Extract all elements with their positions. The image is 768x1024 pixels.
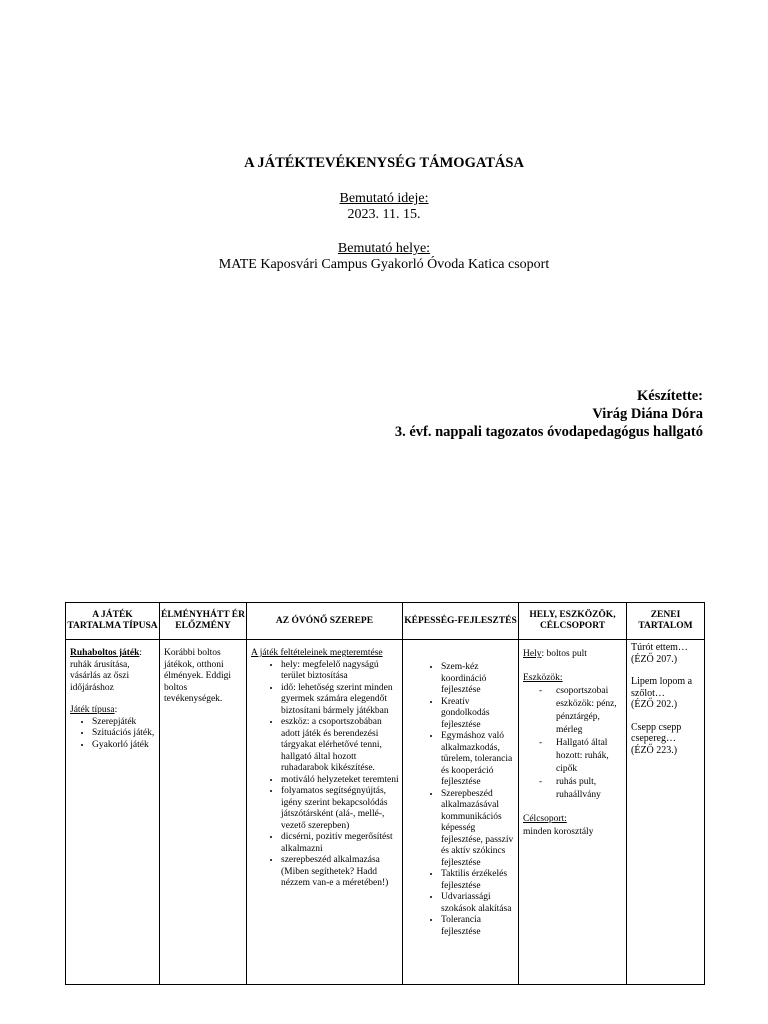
list-item: - csoportszobai eszközök: pénz, pénztárgép, mérleg <box>539 685 623 737</box>
page-title: A JÁTÉKTEVÉKENYSÉG TÁMOGATÁSA <box>244 155 524 171</box>
header-game-content: A JÁTÉK TARTALMA TÍPUSA <box>66 603 160 640</box>
teacher-role-list <box>251 660 399 890</box>
place-line <box>523 648 623 661</box>
place-label: Bemutató helye: <box>337 241 431 256</box>
teacher-role-heading: A játék feltételeinek megteremtése <box>251 648 383 658</box>
tools-list <box>523 685 623 802</box>
list-item: • Taktilis érzékelés fejlesztése <box>441 869 515 892</box>
game-description <box>70 648 156 694</box>
tools-label: Eszközök: <box>523 673 563 683</box>
date-block <box>0 191 768 223</box>
list-item: - Hallgató által hozott: ruhák, cipők <box>539 737 623 776</box>
list-item: • folyamatos segítségnyújtás, igény szerint bekapcsolódás játszótársként (alá-, mellé-, vezető szerepben) <box>281 786 399 832</box>
header-experience: ÉLMÉNYHÁTT ÉR ELŐZMÉNY <box>160 603 247 640</box>
list-item: • dicsérni, pozitív megerősítést alkalmazni <box>281 832 399 855</box>
header-skill-development: KÉPESSÉG-FEJLESZTÉS <box>403 603 519 640</box>
author-label: Készítette: <box>636 388 703 404</box>
cell-skill-development <box>403 640 519 985</box>
cell-place-tools <box>519 640 627 985</box>
list-item: • Udvariassági szokások alakítása <box>441 892 515 915</box>
place-label-cell: Hely <box>523 649 542 659</box>
author-block <box>395 387 703 441</box>
place-value: MATE Kaposvári Campus Gyakorló Óvoda Katica csoport <box>218 257 550 272</box>
plan-table <box>65 602 705 985</box>
header-music: ZENEI TARTALOM <box>627 603 705 640</box>
target-value: minden korosztály <box>523 827 594 837</box>
target-label: Célcsoport: <box>523 814 567 824</box>
date-value: 2023. 11. 15. <box>347 207 421 222</box>
cell-teacher-role <box>247 640 403 985</box>
header-place-tools: HELY, ESZKÖZÖK, CÉLCSOPORT <box>519 603 627 640</box>
list-item: • Gyakorló játék <box>92 740 156 752</box>
list-item: • Kreatív gondolkodás fejlesztése <box>441 697 515 732</box>
list-item: • eszköz: a csoportszobában adott játék és berendezési tárgyakat elérhetővé tenni, hallgató által hozott ruhadarabok kikészítése. <box>281 717 399 775</box>
game-name: Ruhaboltos játék <box>70 648 140 658</box>
list-item: • szerepbeszéd alkalmazása (Miben segíthetek? Hadd nézzem van-e a méretében!) <box>281 855 399 890</box>
game-desc: : ruhák árusítása, vásárlás az őszi időjáráshoz <box>70 648 143 693</box>
list-item: • Tolerancia fejlesztése <box>441 915 515 938</box>
date-label: Bemutató ideje: <box>339 191 429 206</box>
song-title: Lipem lopom a szőlot… <box>631 676 693 699</box>
table-header-row <box>66 603 705 640</box>
list-item: • Szerepjáték <box>92 717 156 729</box>
experience-text: Korábbi boltos játékok, otthoni élmények. Eddigi boltos tevékenységek. <box>164 648 232 704</box>
list-item: • Szituációs játék, <box>92 728 156 740</box>
list-item: • idő: lehetőség szerint minden gyermek számára elegendőt biztosítani bármely játékban <box>281 683 399 718</box>
place-value-cell: : boltos pult <box>541 649 587 659</box>
cell-music <box>627 640 705 985</box>
author-name: Virág Diána Dóra <box>592 406 703 422</box>
list-item: • motiváló helyzeteket teremteni <box>281 775 399 787</box>
list-item: • hely: megfelelő nagyságú terület biztosítása <box>281 660 399 683</box>
game-types-list <box>70 717 156 752</box>
song-ref: (ÉZŐ 202.) <box>631 699 678 710</box>
author-role: 3. évf. nappali tagozatos óvodapedagógus hallgató <box>394 424 703 440</box>
song-title: Csepp csepp csepereg… <box>631 721 682 744</box>
cell-game-content <box>66 640 160 985</box>
game-types-label: Játék típusa <box>70 705 115 715</box>
list-item: • Egymáshoz való alkalmazkodás, türelem, tolerancia és kooperáció fejlesztése <box>441 731 515 789</box>
list-item: • Szem-kéz koordináció fejlesztése <box>441 662 515 697</box>
song-ref: (ÉZŐ 223.) <box>631 744 678 756</box>
song-title: Túrót ettem… <box>631 642 688 653</box>
place-block <box>0 241 768 273</box>
cell-experience <box>160 640 247 985</box>
list-item: - ruhás pult, ruhaállvány <box>539 776 623 802</box>
skills-list <box>407 662 515 938</box>
song-ref: (ÉZŐ 207.) <box>631 653 678 665</box>
list-item: • Szerepbeszéd alkalmazásával kommunikációs képesség fejlesztése, passzív és aktív szókincs fejlesztése <box>441 789 515 870</box>
table-row <box>66 640 705 985</box>
header-teacher-role: AZ ÓVÓNŐ SZEREPE <box>247 603 403 640</box>
game-types-heading: Játék típusa: <box>70 705 118 715</box>
